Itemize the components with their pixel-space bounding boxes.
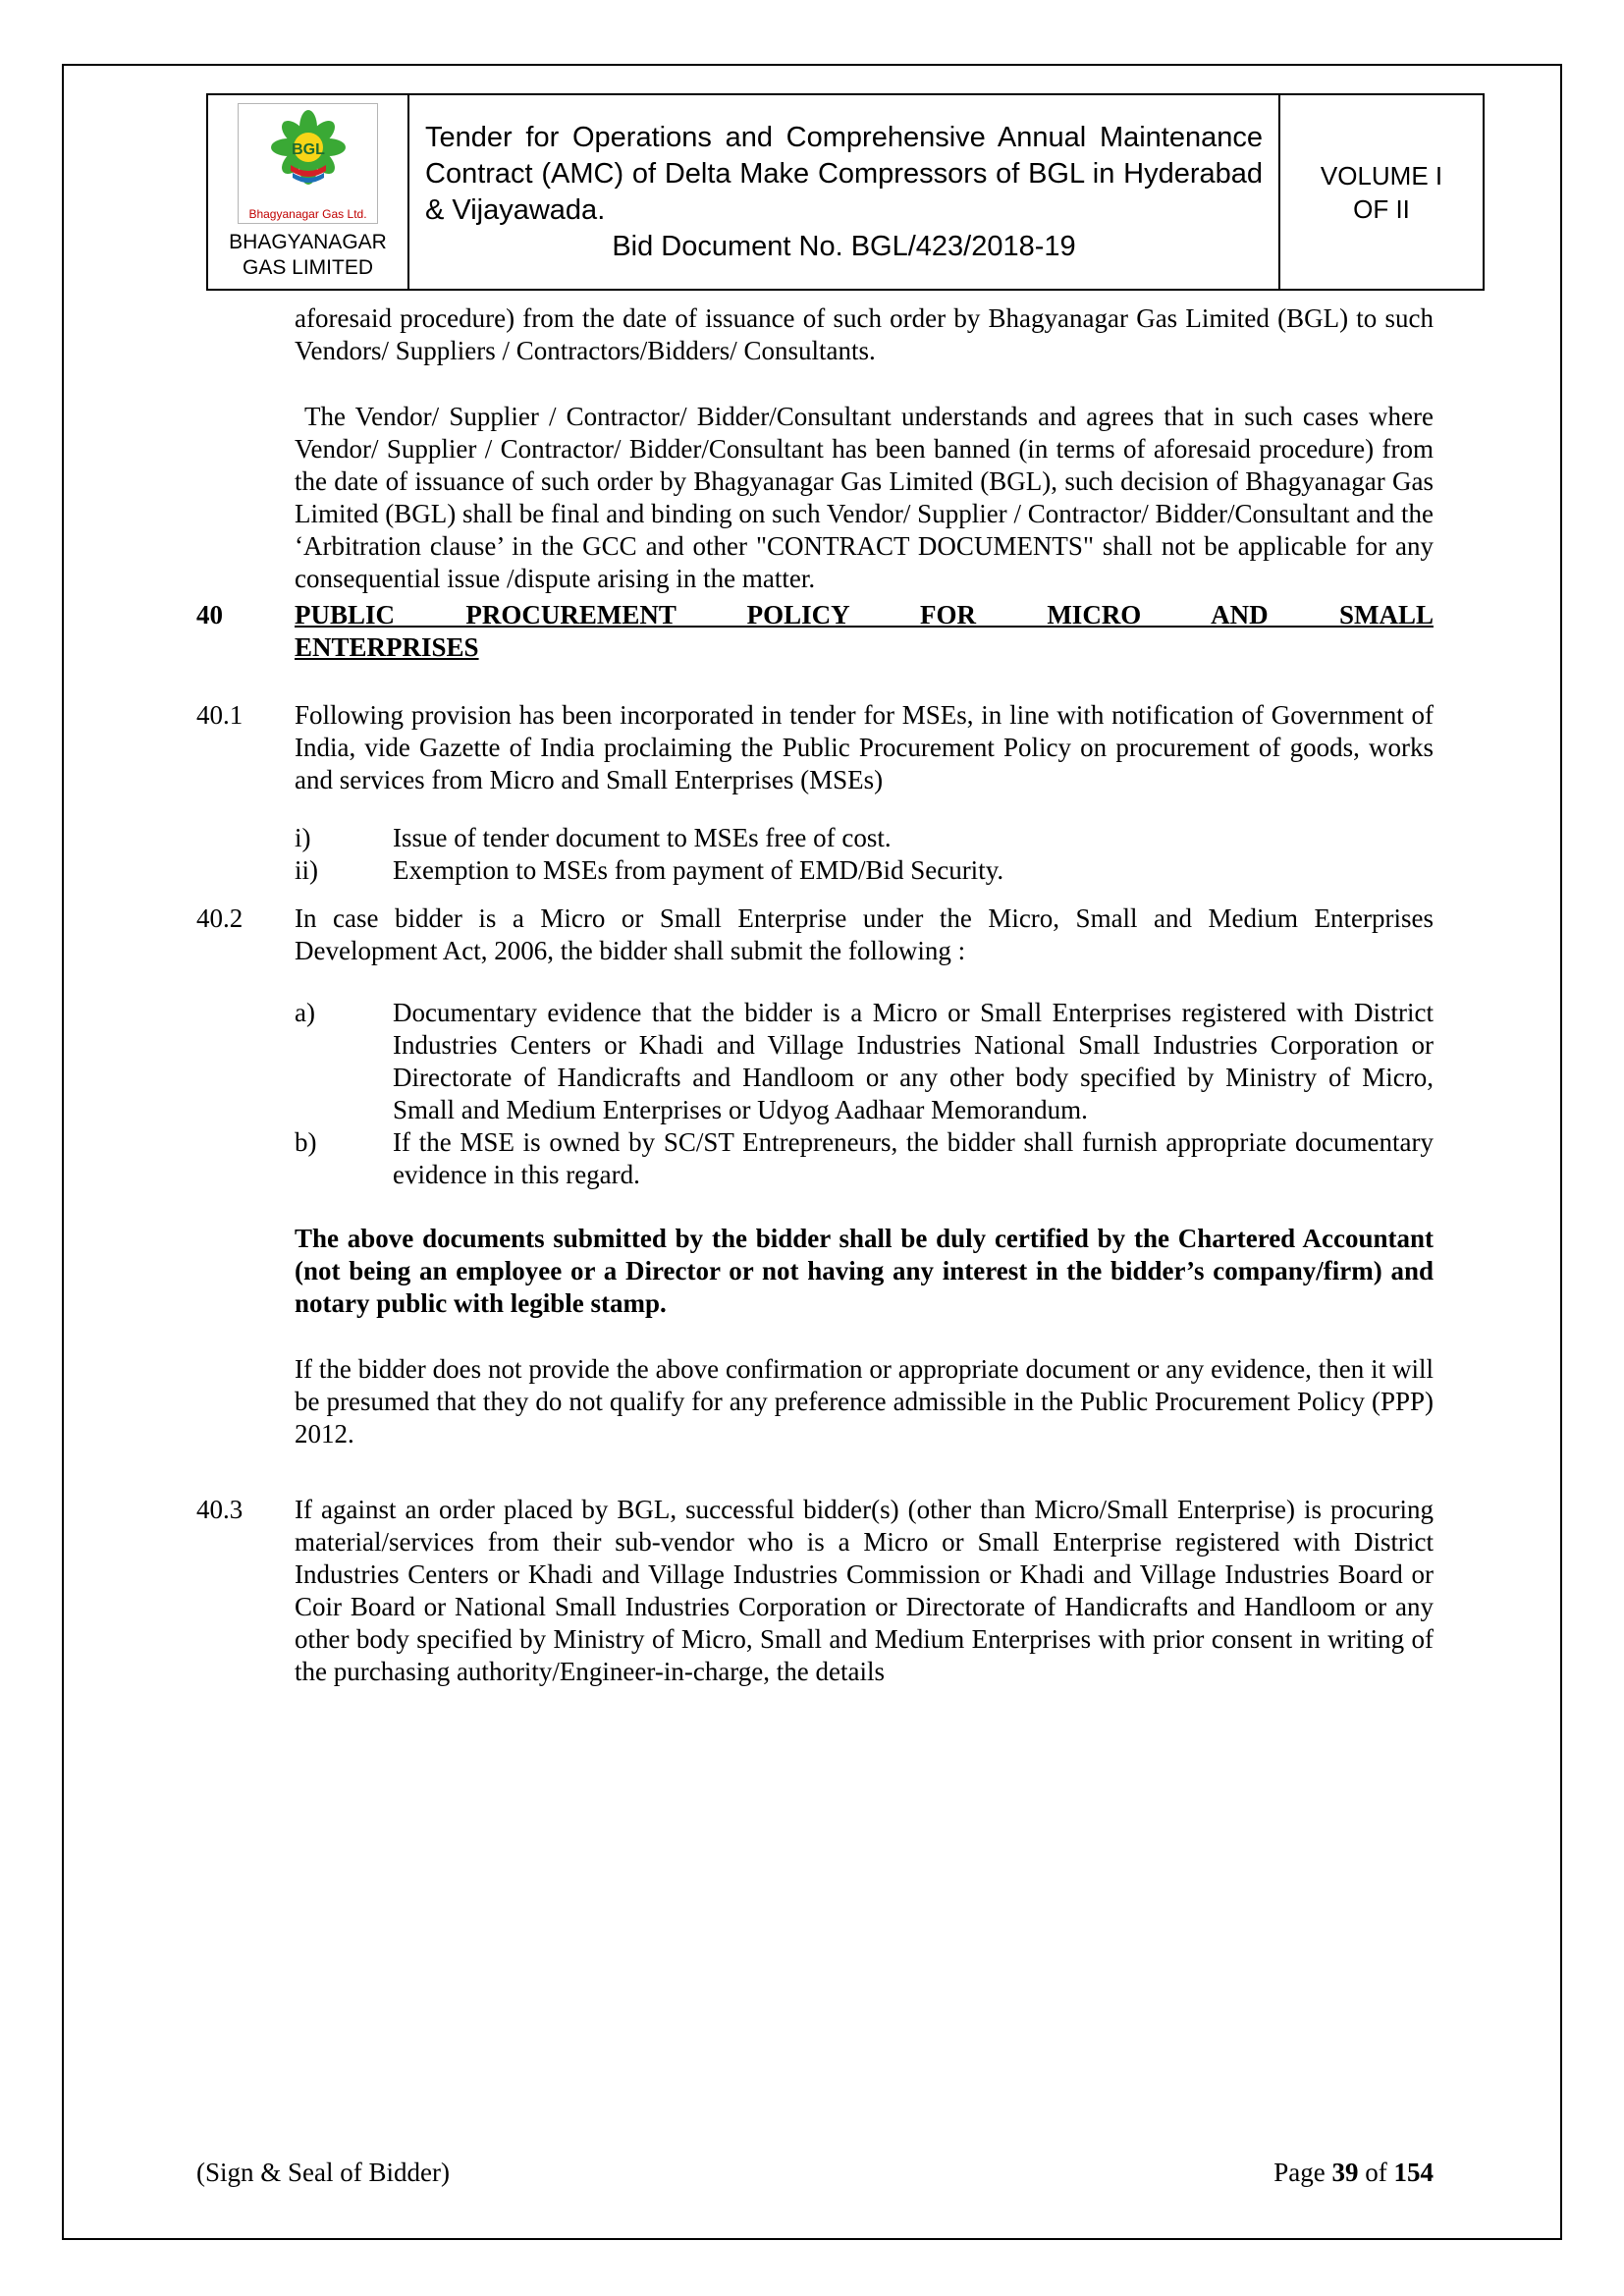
certification-note: The above documents submitted by the bidder shall be duly certified by the Chartered Accountant (not being an employee or a Director or not having any interest in the bidder’s company/firm) and notary public with legible stamp. (295, 1224, 1434, 1318)
list-item-text: Exemption to MSEs from payment of EMD/Bid Security. (393, 855, 1004, 885)
paragraph-vendor-consultant: The Vendor/ Supplier / Contractor/ Bidder/Consultant understands and agrees that in such cases where Vendor/ Supplier / Contractor/ Bidder/Consultant has been banned (in terms of aforesaid procedure) from the date of issuance of such order by Bhagyanagar Gas Limited (BGL), such decision of Bhagyanagar Gas Limited (BGL) shall be final and binding on such Vendor/ Supplier / Contractor/ Bidder/Consultant and the ‘Arbitration clause’ in the GCC and other "CONTRACT DOCUMENTS" shall not be applicable for any consequential issue /dispute arising in the matter. (295, 402, 1434, 593)
clause-40-3-text: If against an order placed by BGL, successful bidder(s) (other than Micro/Small Enterprise) is procuring material/services from their sub-vendor who is a Micro or Small Enterprise registered with District Industries Centers or Khadi and Village Industries Commission or Khadi and Village Industries Board or Coir Board or National Small Industries Corporation or Directorate of Handicrafts and Handloom or any other body specified by Ministry of Micro, Small and Medium Enterprises with prior consent in writing of the purchasing authority/Engineer-in-charge, the details (295, 1495, 1434, 1686)
list-item-marker: b) (295, 1127, 317, 1157)
list-item-text: If the MSE is owned by SC/ST Entrepreneurs, the bidder shall furnish appropriate documentary evidence in this regard. (393, 1127, 1434, 1189)
list-item (295, 1126, 1434, 1191)
list-item (295, 854, 1434, 887)
clause-40-1 (196, 699, 1434, 796)
clause-40-3-number: 40.3 (196, 1495, 244, 1524)
document-header-table (206, 93, 1485, 291)
bgl-logo (238, 103, 377, 224)
section-40-heading-row (196, 599, 1434, 664)
clause-40-1-number: 40.1 (196, 700, 244, 730)
clause-40-1-items (295, 822, 1434, 887)
svg-text:BGL: BGL (291, 141, 325, 158)
title-cell (408, 94, 1279, 290)
logo-cell (207, 94, 408, 290)
document-title: Tender for Operations and Comprehensive Annual Maintenance Contract (AMC) of Delta Make Compressors of BGL in Hyderabad & Vijayawada. (425, 121, 1263, 226)
paragraph-continuation: aforesaid procedure) from the date of issuance of such order by Bhagyanagar Gas Limited (BGL) to such Vendors/ Suppliers / Contractors/Bidders/ Consultants. (295, 303, 1434, 365)
list-item-text: Issue of tender document to MSEs free of cost. (393, 823, 892, 852)
org-name-label: BHAGYANAGAR GAS LIMITED (229, 231, 387, 279)
clause-40-1-text: Following provision has been incorporated in tender for MSEs, in line with notification of Government of India, vide Gazette of India proclaiming the Public Procurement Policy on procurement of goods, works and services from Micro and Small Enterprises (MSEs) (295, 700, 1434, 794)
page-total: 154 (1393, 2158, 1434, 2187)
document-footer (196, 2157, 1434, 2189)
list-item (295, 997, 1434, 1126)
volume-cell (1279, 94, 1484, 290)
section-40-number: 40 (196, 600, 223, 629)
bgl-logo-icon (259, 108, 357, 202)
volume-line2: OF II (1353, 193, 1410, 224)
page-number: 39 (1331, 2158, 1359, 2187)
list-item (295, 822, 1434, 854)
ppp-disqualification-note: If the bidder does not provide the above confirmation or appropriate document or any evidence, then it will be presumed that they do not qualify for any preference admissible in the Public Procurement Policy (PPP) 2012. (295, 1354, 1434, 1449)
bid-document-number: Bid Document No. BGL/423/2018-19 (612, 230, 1076, 262)
clause-40-2-number: 40.2 (196, 903, 244, 933)
page-indicator (1273, 2157, 1434, 2189)
list-item-marker: ii) (295, 855, 318, 885)
logo-caption: Bhagyanagar Gas Ltd. (248, 207, 367, 221)
list-item-text: Documentary evidence that the bidder is a Micro or Small Enterprises registered with District Industries Centers or Khadi and Village Industries National Small Industries Corporation or Directorate of Handicrafts and Handloom or any other body specified by Ministry of Micro, Small and Medium Enterprises or Udyog Aadhaar Memorandum. (393, 998, 1434, 1124)
list-item-marker: i) (295, 823, 311, 852)
clause-40-3 (196, 1494, 1434, 1688)
list-item-marker: a) (295, 998, 315, 1027)
page-of: of (1365, 2158, 1387, 2187)
clause-40-2-items (295, 997, 1434, 1191)
page-prefix: Page (1273, 2158, 1326, 2187)
document-body (196, 302, 1434, 1688)
sign-seal-label: (Sign & Seal of Bidder) (196, 2158, 450, 2187)
section-40-heading: PUBLIC PROCUREMENT POLICY FOR MICRO AND SMALL ENTERPRISES (295, 600, 1434, 662)
volume-line1: VOLUME I (1320, 160, 1443, 191)
clause-40-2 (196, 902, 1434, 967)
clause-40-2-text: In case bidder is a Micro or Small Enterprise under the Micro, Small and Medium Enterprises Development Act, 2006, the bidder shall submit the following : (295, 903, 1434, 965)
